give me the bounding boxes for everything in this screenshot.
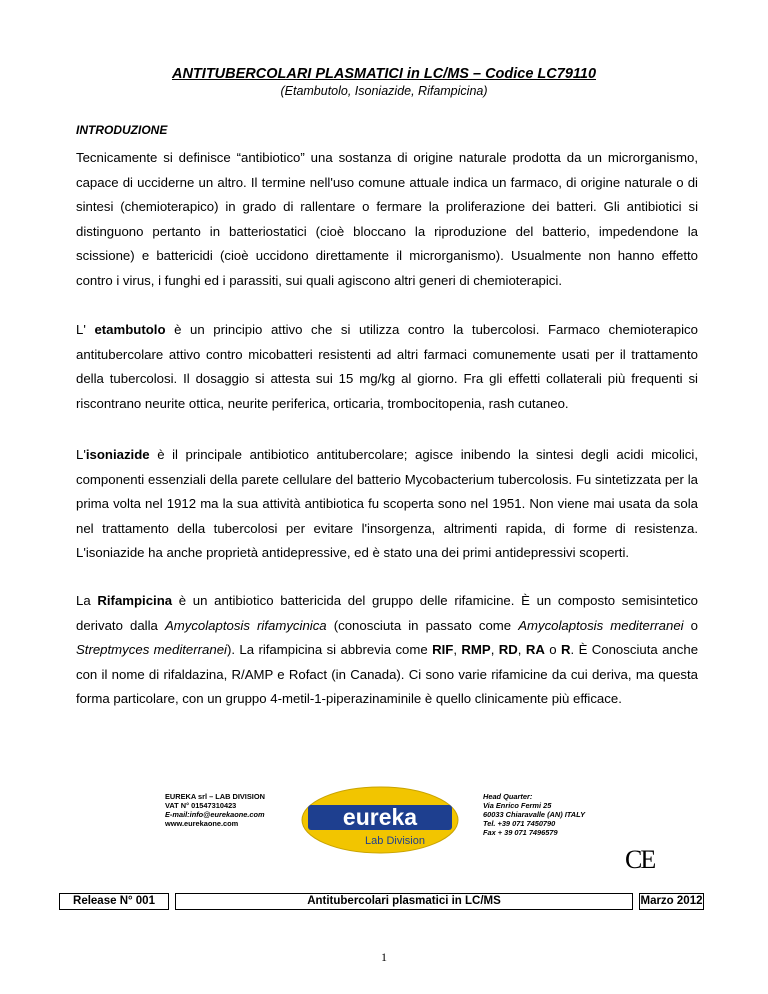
text-run: o bbox=[544, 642, 561, 658]
term-rifampicina: Rifampicina bbox=[97, 593, 173, 608]
page-number: 1 bbox=[381, 950, 387, 964]
text-run: è un antibiotico battericida del gruppo delle rifamicine. È un composto semisintetico derivato dalla bbox=[76, 593, 698, 633]
hq-street: Via Enrico Fermi 25 bbox=[483, 801, 552, 810]
hq-info bbox=[483, 792, 585, 837]
abbrev-ra: RA bbox=[525, 642, 545, 658]
ce-mark-icon: CE bbox=[625, 845, 655, 874]
text-run: ). La rifampicina si abbrevia come bbox=[226, 642, 433, 658]
footer-doc-title: Antitubercolari plasmatici in LC/MS bbox=[175, 893, 633, 910]
abbrev-rif: RIF bbox=[432, 642, 454, 658]
text-run: o bbox=[683, 617, 699, 633]
term-isoniazide: isoniazide bbox=[85, 447, 150, 462]
hq-fax: Fax + 39 071 7496579 bbox=[483, 828, 558, 837]
paragraph-rifampicina bbox=[76, 589, 698, 712]
text-run: è il principale antibiotico antitubercolare; agisce inibendo la sintesi degli acidi micolici, componenti essenziali della parete cellulare del batterio Mycobacterium tubercolosis. Fu sintetizzata per la prima volta nel 1912 ma la sua attività antibiotica fu scoperta sono nel 1951. Non viene mai usata da sola nel trattamento della tubercolosi per evitare l'insorgenza, altrimenti rapida, di forme di resistenza. L'isoniazide ha anche proprietà antidepressive, ed è stato una dei primi antidepressivi scoperti. bbox=[76, 447, 698, 561]
company-vat: VAT N° 01547310423 bbox=[165, 801, 237, 810]
text-run: . È Conosciuta anche con il nome di rifaldazina, R/AMP e Rofact (in Canada). Ci sono varie rifamicine da cui deriva, ma questa forma particolare, con un gruppo 4-metil-1-piperazinaminile è quello clinicamente più efficace. bbox=[76, 642, 699, 707]
release-number: Release N° 001 bbox=[59, 893, 169, 910]
document-subtitle: (Etambutolo, Isoniazide, Rifampicina) bbox=[280, 84, 488, 98]
text-run: La bbox=[76, 593, 98, 608]
paragraph-isoniazide bbox=[76, 443, 698, 566]
company-website: www.eurekaone.com bbox=[165, 819, 239, 828]
abbrev-rd: RD bbox=[498, 642, 518, 658]
eureka-logo bbox=[300, 785, 460, 855]
paragraph-etambutolo bbox=[76, 318, 698, 416]
company-email: E-mail:info@eurekaone.com bbox=[165, 810, 265, 819]
text-run: L' bbox=[76, 447, 86, 462]
hq-label: Head Quarter: bbox=[483, 792, 533, 801]
document-title: ANTITUBERCOLARI PLASMATICI in LC/MS – Codice LC79110 bbox=[171, 66, 597, 82]
text-run: è un principio attivo che si utilizza contro la tubercolosi. Farmaco chemioterapico antitubercolare attivo contro micobatteri resistenti ad altri farmaci comunemente usati per il trattamento della tubercolosi. Il dosaggio si attesta sui 15 mg/kg al giorno. Fra gli effetti collaterali più frequenti si riscontrano neurite ottica, neurite periferica, orticaria, trombocitopenia, rash cutaneo. bbox=[76, 322, 698, 411]
logo-wordmark: eureka bbox=[342, 804, 418, 830]
text-run: (conosciuta in passato come bbox=[326, 617, 519, 633]
paragraph-intro: Tecnicamente si definisce “antibiotico” una sostanza di origine naturale prodotta da un microrganismo, capace di ucciderne un altro. Il termine nell'uso comune attuale indica un farmaco, di origine naturale o di sintesi (chemioterapico) in grado di rallentare o fermare la proliferazione dei batteri. Gli antibiotici si distinguono pertanto in batteriostatici (cioè bloccano la riproduzione del batterio, impedendone la scissione) e battericidi (cioè uccidono direttamente il microrganismo). Usualmente non hanno effetto contro i virus, i funghi ed i parassiti, sui quali agiscono altri generi di chemioterapici. bbox=[76, 150, 698, 288]
footer-bar bbox=[59, 893, 704, 910]
company-name: EUREKA srl – LAB DIVISION bbox=[165, 792, 265, 801]
text-run: L' bbox=[76, 322, 95, 337]
hq-city: 60033 Chiaravalle (AN) ITALY bbox=[483, 810, 585, 819]
text-run: , bbox=[517, 642, 526, 658]
text-run: , bbox=[453, 642, 462, 658]
abbrev-rmp: RMP bbox=[461, 642, 491, 658]
abbrev-r: R bbox=[561, 642, 571, 658]
species-name: Amycolaptosis mediterranei bbox=[518, 617, 684, 633]
section-heading: INTRODUZIONE bbox=[76, 123, 168, 137]
hq-tel: Tel. +39 071 7450790 bbox=[483, 819, 556, 828]
term-etambutolo: etambutolo bbox=[94, 322, 166, 337]
species-name: Streptmyces mediterranei bbox=[76, 642, 227, 658]
text-run: , bbox=[490, 642, 499, 658]
footer-date: Marzo 2012 bbox=[639, 893, 704, 910]
species-name: Amycolaptosis rifamycinica bbox=[164, 617, 327, 633]
company-info bbox=[165, 792, 265, 828]
logo-subtext: Lab Division bbox=[365, 835, 425, 847]
